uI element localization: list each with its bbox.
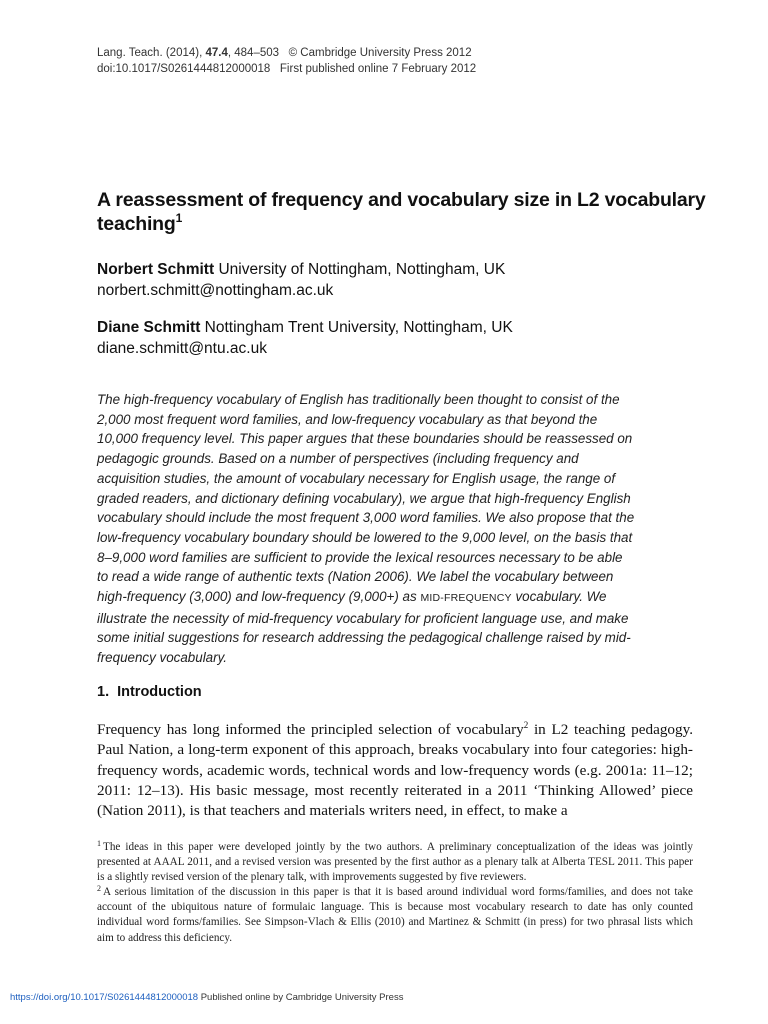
author-affiliation: Nottingham Trent University, Nottingham, UK <box>204 319 513 336</box>
footnote-2 <box>97 885 693 945</box>
footer-text: Published online by Cambridge University Press <box>198 992 404 1003</box>
page-footer <box>10 992 403 1003</box>
section-number: 1. <box>97 684 110 700</box>
author-block-2 <box>97 317 513 359</box>
body-paragraph <box>97 720 693 821</box>
author-affiliation: University of Nottingham, Nottingham, UK <box>218 261 506 278</box>
section-heading <box>97 684 202 700</box>
journal-name: Lang. Teach. (2014), <box>97 47 206 59</box>
footnote-2-mark: 2 <box>97 884 101 894</box>
footnotes <box>97 840 693 946</box>
section-title: Introduction <box>117 684 202 700</box>
author-name: Diane Schmitt <box>97 319 201 336</box>
citation-line <box>97 45 476 61</box>
footnote-1-mark: 1 <box>97 839 101 848</box>
journal-header <box>97 45 476 77</box>
body-text-part-2: in L2 teaching pedagogy. Paul Nation, a long-term exponent of this approach, breaks vocabulary into four categories: high-frequency words, academic words, technical words and low-frequency words (e.g. 2001a: 11–12; 2011: 12–13). His basic message, most recently reiterated in a 2011 ‘Thinking Allowed’ piece (Nation 2011), is that teachers and materials writers need, in effect, to make a <box>97 721 694 820</box>
body-text-part-1: Frequency has long informed the principled selection of vocabulary <box>97 721 524 738</box>
abstract-small-caps-term: MID-FREQUENCY <box>420 592 512 605</box>
author-name: Norbert Schmitt <box>97 261 215 278</box>
author-block-1 <box>97 259 505 301</box>
footnote-mark-1[interactable]: 1 <box>175 211 183 225</box>
footnote-1-text: The ideas in this paper were developed jointly by the two authors. A preliminary conceptualization of the ideas was jointly presented at AAAL 2011, and a revised version was presented by the first author as a plenary talk at Alberta TESL 2011. This paper is a slightly revised version of the plenary talk, with improvements suggested by five reviewers. <box>97 841 693 884</box>
abstract-text-part-2: vocabulary. We illustrate the necessity of mid-frequency vocabulary for proficient language use, and make some initial suggestions for research addressing the pedagogical challenge raised by mid-frequency vocabulary. <box>97 589 631 666</box>
paper-title-text: A reassessment of frequency and vocabulary size in L2 vocabulary teaching <box>97 189 706 235</box>
journal-pages: , 484–503 <box>227 47 280 59</box>
footnote-1 <box>97 840 693 885</box>
doi: doi:10.1017/S0261444812000018 <box>97 63 271 75</box>
doi-line <box>97 61 476 77</box>
paper-title <box>97 188 707 236</box>
footnote-mark-2[interactable]: 2 <box>523 720 529 730</box>
abstract-text-part-1: The high-frequency vocabulary of English has traditionally been thought to consist of the 2,000 most frequent word families, and low-frequency vocabulary as that beyond the 10,000 frequency level. This paper argues that these boundaries should be reassessed on pedagogic grounds. Based on a number of perspectives (including frequency and acquisition studies, the amount of vocabulary necessary for English usage, the range of graded readers, and dictionary defining vocabulary), we argue that high-frequency English vocabulary should include the most frequent 3,000 word families. We also propose that the low-frequency vocabulary boundary should be lowered to the 9,000 level, on the basis that 8–9,000 word families are sufficient to provide the lexical resources necessary to be able to read a wide range of authentic texts (Nation 2006). We label the vocabulary between high-frequency (3,000) and low-frequency (9,000+) as <box>97 392 635 605</box>
publication-date: First published online 7 February 2012 <box>279 63 477 75</box>
footnote-2-text: A serious limitation of the discussion in this paper is that it is based around individual word forms/families, and does not take account of the ubiquitous nature of formulaic language. This is because most vocabulary research to date has only counted individual word forms/families. See Simpson-Vlach & Ellis (2010) and Martinez & Schmitt (in press) for two phrasal lists which aim to address this deficiency. <box>97 886 693 944</box>
journal-volume: 47.4 <box>205 47 228 59</box>
abstract <box>97 390 637 668</box>
author-email[interactable]: norbert.schmitt@nottingham.ac.uk <box>97 282 334 299</box>
copyright-notice: © Cambridge University Press 2012 <box>288 47 472 59</box>
doi-link[interactable]: https://doi.org/10.1017/S0261444812000018 <box>10 992 199 1003</box>
author-email[interactable]: diane.schmitt@ntu.ac.uk <box>97 340 267 357</box>
